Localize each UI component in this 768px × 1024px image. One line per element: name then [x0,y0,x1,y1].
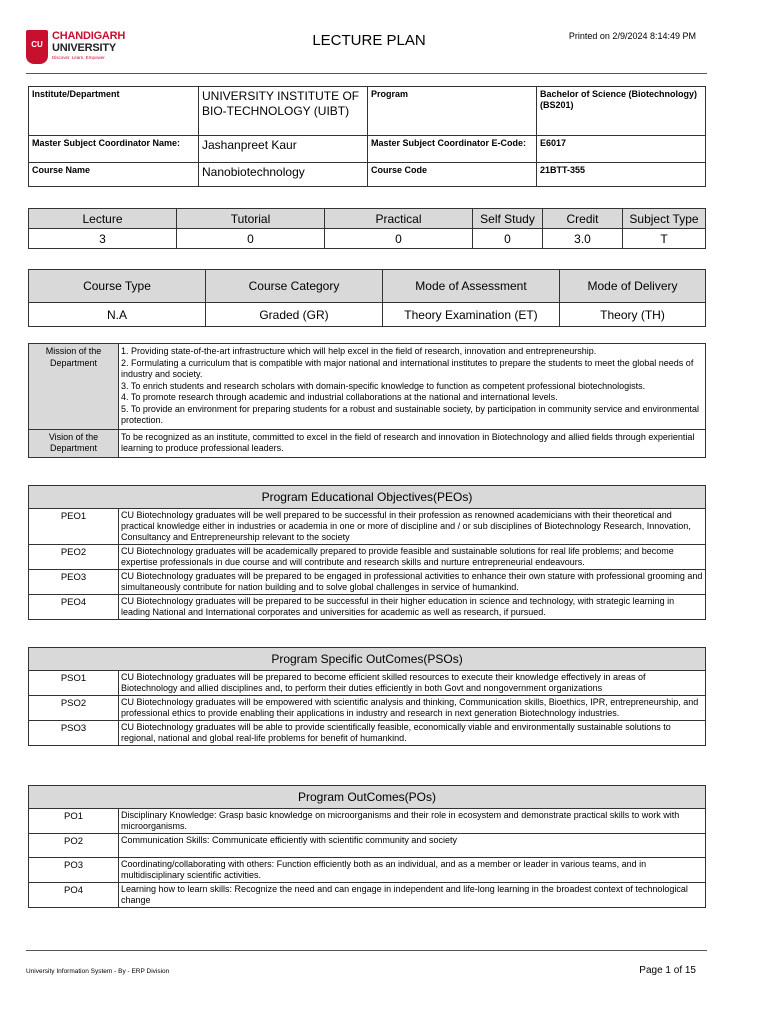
mission-line: 3. To enrich students and research scholars with domain-specific knowledge to function as competent professional biotechnologists. [121,380,646,391]
peo-table [28,485,706,620]
coordinator-label: Master Subject Coordinator Name: [29,136,199,163]
page-number: Page 1 of 15 [639,965,696,976]
logo-line1: CHANDIGARH [52,30,126,42]
logo-tagline: Discover. Learn. Empower. [52,55,106,60]
pso-code: PSO1 [29,671,119,696]
course-header-type: Course Type [29,270,206,303]
credits-table [28,208,706,249]
credits-header-practical: Practical [325,209,473,229]
pso-code: PSO2 [29,696,119,721]
pso-table [28,647,706,746]
course-header-assessment: Mode of Assessment [383,270,560,303]
table-row [29,570,706,595]
pso-title: Program Specific OutComes(PSOs) [29,648,706,671]
logo-line2: UNIVERSITY [52,42,117,54]
table-row [29,809,706,834]
coordinator-value: Jashanpreet Kaur [199,136,368,163]
table-row [29,545,706,570]
institute-label: Institute/Department [29,87,199,136]
page-header [0,0,768,74]
credits-header-lecture: Lecture [29,209,177,229]
credits-header-self-study: Self Study [473,209,543,229]
credits-value-tutorial: 0 [177,229,325,249]
table-row [29,834,706,858]
pso-text: CU Biotechnology graduates will be prepared to become efficient skilled resources to execute their knowledge effectively in areas of Biotechnology and allied disciplines and, to perform their duties efficiently in both Govt and nongovernment organizations [119,671,706,696]
table-row [29,721,706,746]
course-header-category: Course Category [206,270,383,303]
course-value-delivery: Theory (TH) [560,303,706,327]
table-row [29,696,706,721]
shield-icon: CU [26,30,48,64]
peo-code: PEO2 [29,545,119,570]
pso-text: CU Biotechnology graduates will be able to provide scientifically feasible, economically viable and environmentally sustainable solutions to regional, national and global real-life problems for benefit of humankind. [119,721,706,746]
credits-value-practical: 0 [325,229,473,249]
program-value: Bachelor of Science (Biotechnology)(BS201) [537,87,706,136]
program-label: Program [368,87,537,136]
footer-system-name: University Information System - By - ERP Division [26,968,170,975]
po-code: PO2 [29,834,119,858]
course-value-assessment: Theory Examination (ET) [383,303,560,327]
mission-line: 5. To provide an environment for preparing students for a robust and sustainable society, by participation in community service and environmental protection. [121,403,699,425]
course-name-label: Course Name [29,163,199,187]
course-header-delivery: Mode of Delivery [560,270,706,303]
pso-text: CU Biotechnology graduates will be empowered with scientific analysis and thinking, Communication skills, Bioethics, IPR, entrepreneurship, and professional ethics to provide enabling their applications in industry and research in next generation Biotechnology industries. [119,696,706,721]
table-row [29,858,706,883]
po-text: Learning how to learn skills: Recognize the need and can engage in independent and life-long learning in the broadest context of technological change [119,883,706,908]
mission-line: 1. Providing state-of-the-art infrastructure which will help excel in the field of research, innovation and entrepreneurship. [121,346,597,356]
vision-label: Vision of the Department [29,429,119,457]
po-text: Disciplinary Knowledge: Grasp basic knowledge on microorganisms and their role in ecosystem and demonstrate practical skills to work with microorganisms. [119,809,706,834]
credits-header-subject-type: Subject Type [623,209,706,229]
footer-divider [26,950,707,951]
po-code: PO3 [29,858,119,883]
page-title: LECTURE PLAN [312,32,426,49]
credits-header-tutorial: Tutorial [177,209,325,229]
mission-line: 2. Formulating a curriculum that is compatible with major national and international institutes to prepare the students to meet the global needs of industry and society. [121,357,694,379]
institute-value: UNIVERSITY INSTITUTE OF BIO-TECHNOLOGY (UIBT) [199,87,368,136]
ecode-label: Master Subject Coordinator E-Code: [368,136,537,163]
credits-value-subject-type: T [623,229,706,249]
peo-code: PEO4 [29,595,119,620]
mission-text [119,344,706,430]
peo-text: CU Biotechnology graduates will be academically prepared to provide feasible and sustainable solutions for real life problems; and become expertise professionals in due course and will contribute and research skills and nurture entrepreneurial endeavours. [119,545,706,570]
credits-header-credit: Credit [543,209,623,229]
course-code-value: 21BTT-355 [537,163,706,187]
course-type-table [28,269,706,327]
peo-text: CU Biotechnology graduates will be well prepared to be successful in their profession as renowned academicians with their theoretical and practical knowledge either in industries or academia in one or more of discipline and / or sub disciplines of Biotechnology Research, Innovation, Consultancy and Entrepreneurship relevant to the society [119,509,706,545]
po-table [28,785,706,908]
po-code: PO4 [29,883,119,908]
credits-value-credit: 3.0 [543,229,623,249]
peo-text: CU Biotechnology graduates will be prepared to be engaged in professional activities to enhance their own stature with professional grooming and simultaneously contribute for nation building and to solve global challenges in service of humankind. [119,570,706,595]
peo-code: PEO1 [29,509,119,545]
po-text: Coordinating/collaborating with others: Function efficiently both as an individual, and as a member or leader in various teams, and in multidisciplinary scientific activities. [119,858,706,883]
table-row [29,883,706,908]
mission-vision-table [28,343,706,458]
course-code-label: Course Code [368,163,537,187]
mission-line: 4. To promote research through academic and industrial collaborations at the national and international levels. [121,392,558,402]
mission-label: Mission of the Department [29,344,119,430]
pso-code: PSO3 [29,721,119,746]
course-value-category: Graded (GR) [206,303,383,327]
peo-text: CU Biotechnology graduates will be prepared to be successful in their higher education in science and technology, with strategic learning in leading National and International corporates and universities for academic as well as research, if pursued. [119,595,706,620]
vision-text: To be recognized as an institute, committed to excel in the field of research and innovation in Biotechnology and allied fields through experiential learning to produce professional leaders. [119,429,706,457]
peo-code: PEO3 [29,570,119,595]
po-code: PO1 [29,809,119,834]
ecode-value: E6017 [537,136,706,163]
header-divider [26,73,707,74]
credits-value-lecture: 3 [29,229,177,249]
credits-value-self-study: 0 [473,229,543,249]
po-text: Communication Skills: Communicate efficiently with scientific community and society [119,834,706,858]
course-info-table [28,86,706,187]
table-row [29,595,706,620]
course-name-value: Nanobiotechnology [199,163,368,187]
peo-title: Program Educational Objectives(PEOs) [29,486,706,509]
table-row [29,509,706,545]
course-value-type: N.A [29,303,206,327]
table-row [29,671,706,696]
po-title: Program OutComes(POs) [29,786,706,809]
printed-timestamp: Printed on 2/9/2024 8:14:49 PM [568,31,696,41]
